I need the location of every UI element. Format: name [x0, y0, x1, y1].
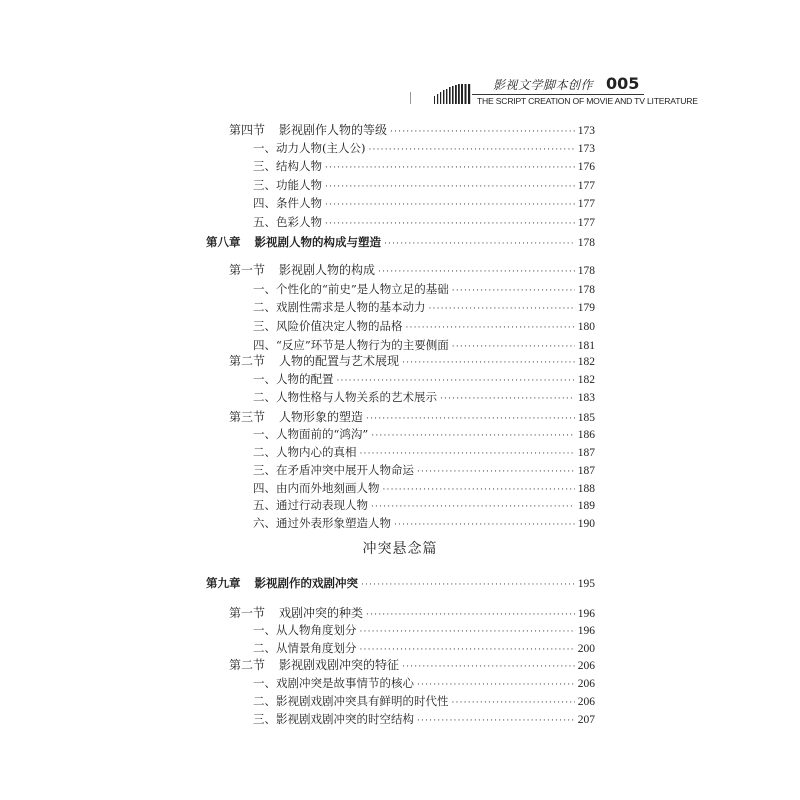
- toc-entry-label: [229, 261, 375, 278]
- toc-item-entry: [253, 426, 595, 444]
- toc-section-entry: [229, 352, 595, 370]
- toc-page-number: 183: [577, 392, 595, 404]
- toc-entry-number: 第三节: [229, 410, 266, 424]
- toc-entry-label: 一、人物的配置: [253, 372, 334, 386]
- part-title: 冲突悬念篇: [362, 541, 438, 557]
- toc-item-entry: [253, 214, 595, 232]
- toc-page-number: 177: [577, 198, 595, 210]
- toc-item-entry: [253, 462, 595, 480]
- toc-entry-label: 二、从情景角度划分: [253, 641, 357, 655]
- toc-item-entry: [253, 318, 595, 336]
- toc-chapter-entry: [206, 234, 595, 252]
- toc-entry-label: 四、“反应”环节是人物行为的主要侧面: [253, 338, 449, 352]
- toc-entry-label: 三、结构人物: [253, 159, 322, 173]
- toc-section-entry: [229, 604, 595, 622]
- header-page-number: 005: [606, 74, 640, 93]
- toc-entry-label: 一、动力人物(主人公): [253, 141, 366, 155]
- toc-leader-dots: [325, 163, 575, 173]
- toc-entry-title: 人物的配置与艺术展现: [279, 354, 400, 368]
- toc-entry-label: [229, 408, 363, 425]
- toc-entry-label: [229, 352, 399, 369]
- toc-entry-number: 第九章: [206, 576, 241, 590]
- toc-leader-dots: [406, 323, 575, 333]
- toc-section-entry: [229, 408, 595, 426]
- toc-entry-title: 影视剧人物的构成与塑造: [254, 235, 381, 249]
- toc-entry-label: 一、人物面前的“鸿沟”: [253, 427, 369, 441]
- toc-entry-number: 第二节: [229, 354, 266, 368]
- toc-entry-label: 一、从人物角度划分: [253, 623, 357, 637]
- toc-page-number: 195: [577, 578, 595, 590]
- toc-item-entry: [253, 140, 595, 158]
- toc-entry-label: 六、通过外表形象塑造人物: [253, 516, 391, 530]
- toc-section-entry: [229, 121, 595, 139]
- toc-leader-dots: [384, 239, 575, 249]
- toc-entry-title: 影视剧戏剧冲突的特征: [279, 658, 400, 672]
- toc-item-entry: [253, 281, 595, 299]
- toc-leader-dots: [361, 580, 575, 590]
- toc-page-number: 196: [577, 608, 595, 620]
- toc-entry-label: 二、人物内心的真相: [253, 445, 357, 459]
- toc-page-number: 187: [577, 447, 595, 459]
- toc-entry-number: 第二节: [229, 658, 266, 672]
- toc-item-entry: [253, 158, 595, 176]
- toc-leader-dots: [325, 219, 575, 229]
- toc-leader-dots: [360, 449, 575, 459]
- toc-item-entry: [253, 195, 595, 213]
- toc-page-number: 179: [577, 302, 595, 314]
- toc-page-number: 190: [577, 518, 595, 530]
- toc-page-number: 178: [577, 284, 595, 296]
- header-english-title: THE SCRIPT CREATION OF MOVIE AND TV LITERATURE: [477, 96, 698, 106]
- toc-item-entry: [253, 711, 595, 729]
- toc-leader-dots: [366, 610, 575, 620]
- toc-page-number: 206: [577, 660, 595, 672]
- toc-entry-label: 三、功能人物: [253, 178, 322, 192]
- toc-leader-dots: [402, 358, 575, 368]
- toc-leader-dots: [417, 680, 575, 690]
- toc-entry-label: 三、风险价值决定人物的品格: [253, 319, 403, 333]
- toc-section-entry: [229, 656, 595, 674]
- toc-item-entry: [253, 622, 595, 640]
- toc-page-number: 178: [577, 265, 595, 277]
- toc-page-number: 178: [577, 237, 595, 249]
- toc-entry-title: 影视剧作的戏剧冲突: [254, 576, 358, 590]
- toc-leader-dots: [371, 431, 574, 441]
- toc-entry-label: [206, 234, 381, 250]
- toc-entry-label: 四、由内而外地刻画人物: [253, 481, 380, 495]
- toc-page-number: 173: [577, 143, 595, 155]
- toc-leader-dots: [366, 414, 575, 424]
- toc-leader-dots: [417, 716, 575, 726]
- toc-entry-label: 二、人物性格与人物关系的艺术展示: [253, 390, 437, 404]
- toc-leader-dots: [325, 200, 575, 210]
- toc-item-entry: [253, 299, 595, 317]
- toc-entry-title: 戏剧冲突的种类: [279, 606, 364, 620]
- toc-entry-label: 五、通过行动表现人物: [253, 498, 368, 512]
- toc-leader-dots: [360, 645, 575, 655]
- toc-entry-label: [229, 656, 399, 673]
- toc-leader-dots: [429, 304, 575, 314]
- toc-entry-label: 五、色彩人物: [253, 215, 322, 229]
- toc-leader-dots: [440, 394, 575, 404]
- toc-page-number: 185: [577, 412, 595, 424]
- toc-entry-label: 一、个性化的“前史”是人物立足的基础: [253, 282, 449, 296]
- toc-entry-title: 影视剧作人物的等级: [279, 123, 388, 137]
- toc-page-number: 177: [577, 217, 595, 229]
- toc-entry-label: 二、戏剧性需求是人物的基本动力: [253, 300, 426, 314]
- toc-item-entry: [253, 675, 595, 693]
- toc-leader-dots: [371, 502, 575, 512]
- toc-page-number: 188: [577, 483, 595, 495]
- toc-leader-dots: [452, 342, 575, 352]
- toc-leader-dots: [452, 698, 575, 708]
- toc-chapter-entry: [206, 575, 595, 593]
- toc-leader-dots: [360, 627, 575, 637]
- toc-page-number: 186: [577, 429, 595, 441]
- toc-leader-dots: [337, 376, 575, 386]
- toc-entry-label: 一、戏剧冲突是故事情节的核心: [253, 676, 414, 690]
- toc-page-number: 206: [577, 696, 595, 708]
- toc-leader-dots: [394, 520, 575, 530]
- toc-item-entry: [253, 444, 595, 462]
- toc-leader-dots: [368, 145, 574, 155]
- toc-item-entry: [253, 515, 595, 533]
- toc-item-entry: [253, 480, 595, 498]
- toc-page-number: 180: [577, 321, 595, 333]
- toc-item-entry: [253, 177, 595, 195]
- toc-entry-number: 第一节: [229, 606, 266, 620]
- toc-leader-dots: [383, 485, 575, 495]
- toc-page-number: 189: [577, 500, 595, 512]
- toc-entry-label: [229, 604, 363, 621]
- toc-page-number: 206: [577, 678, 595, 690]
- toc-page-number: 182: [577, 356, 595, 368]
- toc-entry-label: 二、影视剧戏剧冲突具有鲜明的时代性: [253, 694, 449, 708]
- toc-page-number: 181: [577, 340, 595, 352]
- toc-page-number: 207: [577, 714, 595, 726]
- toc-entry-label: 三、在矛盾冲突中展开人物命运: [253, 463, 414, 477]
- toc-leader-dots: [325, 182, 575, 192]
- toc-entry-label: [229, 121, 387, 138]
- toc-item-entry: [253, 371, 595, 389]
- toc-entry-label: 四、条件人物: [253, 196, 322, 210]
- toc-item-entry: [253, 389, 595, 407]
- toc-leader-dots: [452, 286, 575, 296]
- toc-page-number: 200: [577, 643, 595, 655]
- toc-leader-dots: [390, 127, 575, 137]
- toc-page-number: 196: [577, 625, 595, 637]
- header-book-title: 影视文学脚本创作: [493, 78, 594, 92]
- toc-item-entry: [253, 693, 595, 711]
- toc-entry-label: 三、影视剧戏剧冲突的时空结构: [253, 712, 414, 726]
- toc-entry-title: 人物形象的塑造: [279, 410, 364, 424]
- toc-leader-dots: [402, 662, 575, 672]
- toc-page-number: 182: [577, 374, 595, 386]
- toc-entry-label: [206, 575, 358, 591]
- toc-entry-number: 第八章: [206, 235, 241, 249]
- toc-page-number: 187: [577, 465, 595, 477]
- toc-entry-number: 第四节: [229, 123, 266, 137]
- toc-item-entry: [253, 497, 595, 515]
- toc-entry-number: 第一节: [229, 263, 266, 277]
- toc-leader-dots: [417, 467, 575, 477]
- toc-leader-dots: [378, 267, 575, 277]
- toc-page-number: 173: [577, 125, 595, 137]
- toc-entry-title: 影视剧人物的构成: [279, 263, 376, 277]
- toc-section-entry: [229, 261, 595, 279]
- toc-page-number: 176: [577, 161, 595, 173]
- toc-page-number: 177: [577, 180, 595, 192]
